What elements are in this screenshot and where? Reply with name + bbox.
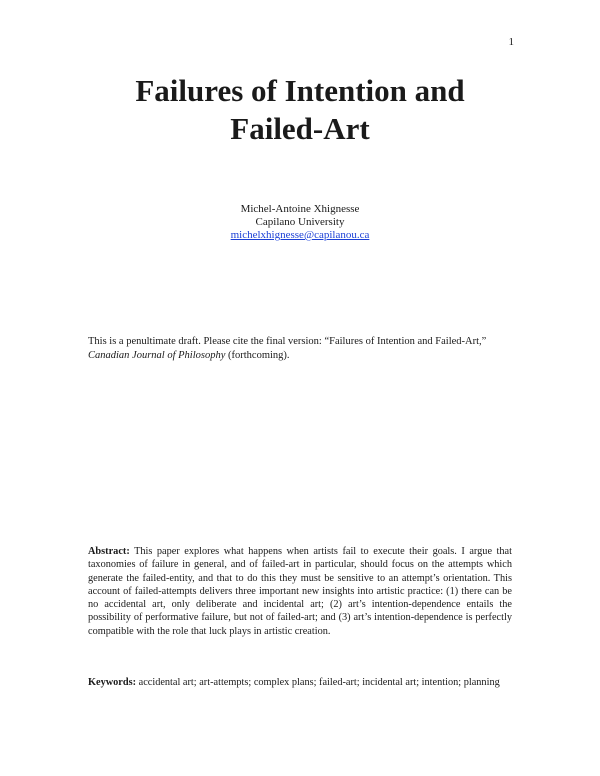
author-name: Michel-Antoine Xhignesse xyxy=(240,203,360,215)
title-line-1: Failures of Intention and xyxy=(135,73,465,108)
keywords xyxy=(88,676,512,689)
page-number: 1 xyxy=(508,36,514,48)
citation-note-suffix: (forthcoming). xyxy=(225,349,290,361)
author-block xyxy=(0,203,600,242)
abstract xyxy=(88,545,512,638)
citation-note-text: This is a penultimate draft. Please cite the final version: “Failures of Intention and Failed-Art,” xyxy=(88,336,487,347)
keywords-text: accidental art; art-attempts; complex plans; failed-art; incidental art; intention; planning xyxy=(136,677,500,688)
journal-name: Canadian Journal of Philosophy xyxy=(88,349,226,361)
citation-note xyxy=(88,335,512,362)
abstract-label: Abstract: xyxy=(88,546,130,557)
author-email-link[interactable]: michelxhignesse@capilanou.ca xyxy=(230,229,370,241)
author-affiliation: Capilano University xyxy=(255,216,345,228)
abstract-text: This paper explores what happens when artists fail to execute their goals. I argue that taxonomies of failure in general, and of failed-art in particular, should focus on the attempts which generate the failed-entity, and that to do this they must be sensitive to an attempt’s orientation. This account of failed-attempts delivers three important new insights into artistic practice: (1) there can be no accidental art, only deliberate and incidental art; (2) art’s intention-dependence entails the possibility of performative failure, but not of failed-art; and (3) art’s intention-dependence is perfectly compatible with the role that luck plays in artistic creation. xyxy=(88,546,512,637)
title-line-2: Failed-Art xyxy=(230,111,370,146)
keywords-label: Keywords: xyxy=(88,677,137,688)
paper-title xyxy=(0,72,600,148)
